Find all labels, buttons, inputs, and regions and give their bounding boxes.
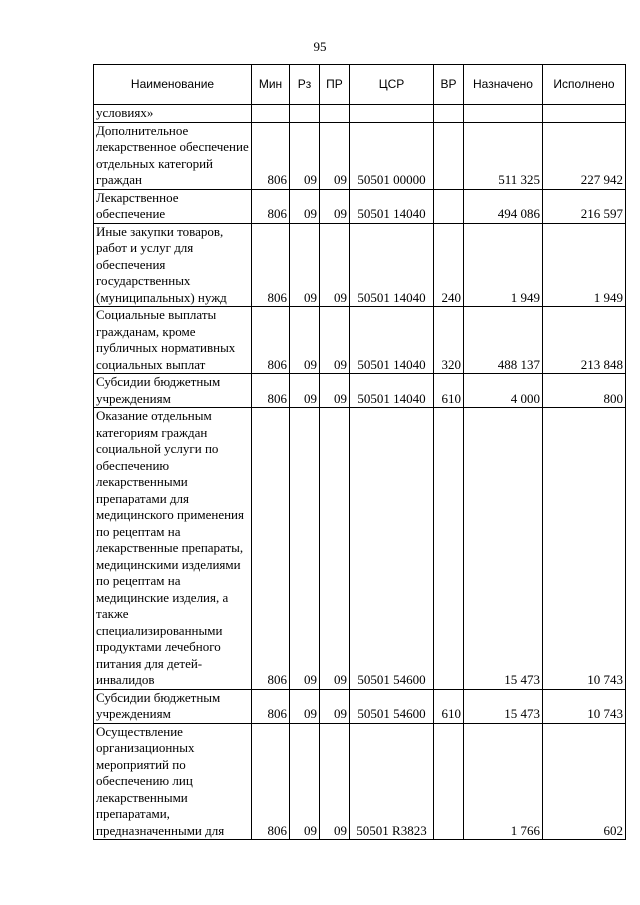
cell-name: Иные закупки товаров, работ и услуг для обеспечения государственных (муниципальных) нужд: [94, 223, 252, 307]
cell-assigned: 488 137: [464, 307, 543, 374]
cell-name: Социальные выплаты гражданам, кроме публичных нормативных социальных выплат: [94, 307, 252, 374]
cell-rz: 09: [290, 723, 320, 840]
cell-pr: 09: [320, 689, 350, 723]
table-row: [94, 307, 626, 374]
cell-csr: 50501 14040: [350, 374, 434, 408]
cell-min: 806: [252, 223, 290, 307]
cell-assigned: 1 949: [464, 223, 543, 307]
continuation-row: [94, 105, 626, 123]
table-row: [94, 374, 626, 408]
cell-csr: 50501 00000: [350, 122, 434, 189]
cell-assigned: 511 325: [464, 122, 543, 189]
cell-executed: 1 949: [543, 223, 626, 307]
cell-executed: 10 743: [543, 689, 626, 723]
cell-name: Лекарственное обеспечение: [94, 189, 252, 223]
cell-pr: 09: [320, 307, 350, 374]
cell-csr: 50501 14040: [350, 223, 434, 307]
cell-assigned: 15 473: [464, 689, 543, 723]
budget-table: [93, 64, 626, 840]
cell-executed: 216 597: [543, 189, 626, 223]
cell-rz: 09: [290, 122, 320, 189]
cell-csr: 50501 14040: [350, 307, 434, 374]
header-executed: Исполнено: [543, 65, 626, 105]
header-row: [94, 65, 626, 105]
table-row: [94, 189, 626, 223]
cell-min: 806: [252, 689, 290, 723]
cell-rz: 09: [290, 189, 320, 223]
cell-pr: 09: [320, 723, 350, 840]
cell-vr: 610: [434, 374, 464, 408]
cell-vr: [434, 723, 464, 840]
cell-pr: 09: [320, 189, 350, 223]
cell-rz: 09: [290, 307, 320, 374]
cell-min: 806: [252, 122, 290, 189]
header-pr: ПР: [320, 65, 350, 105]
cell-csr: 50501 54600: [350, 408, 434, 690]
table-row: [94, 723, 626, 840]
table-row: [94, 223, 626, 307]
cell-vr: 240: [434, 223, 464, 307]
page-number: 95: [313, 39, 327, 54]
cell-name: Дополнительное лекарственное обеспечение отдельных категорий граждан: [94, 122, 252, 189]
cell-min: 806: [252, 307, 290, 374]
cell-min: 806: [252, 374, 290, 408]
cell-min: 806: [252, 723, 290, 840]
header-rz: Рз: [290, 65, 320, 105]
table-row: [94, 408, 626, 690]
table-row: [94, 122, 626, 189]
cell-executed: 10 743: [543, 408, 626, 690]
table-row: [94, 689, 626, 723]
cell-min: 806: [252, 189, 290, 223]
cell-pr: 09: [320, 408, 350, 690]
header-assigned: Назначено: [464, 65, 543, 105]
cell-vr: 320: [434, 307, 464, 374]
cell-assigned: 1 766: [464, 723, 543, 840]
cell-executed: 213 848: [543, 307, 626, 374]
cell-rz: 09: [290, 408, 320, 690]
cell-vr: 610: [434, 689, 464, 723]
cell-pr: 09: [320, 223, 350, 307]
cell-executed: 602: [543, 723, 626, 840]
header-csr: ЦСР: [350, 65, 434, 105]
header-vr: ВР: [434, 65, 464, 105]
cell-assigned: 494 086: [464, 189, 543, 223]
continuation-text: условиях»: [94, 105, 252, 123]
cell-rz: 09: [290, 374, 320, 408]
cell-vr: [434, 408, 464, 690]
cell-rz: 09: [290, 223, 320, 307]
cell-csr: 50501 R3823: [350, 723, 434, 840]
cell-assigned: 4 000: [464, 374, 543, 408]
cell-csr: 50501 14040: [350, 189, 434, 223]
cell-csr: 50501 54600: [350, 689, 434, 723]
cell-name: Оказание отдельным категориям граждан социальной услуги по обеспечению лекарственными препаратами для медицинского применения по рецептам на лекарственные препараты, медицинскими изделиями по рецептам на медицинские изделия, а также специализированными продуктами лечебного питания для детей-инвалидов: [94, 408, 252, 690]
cell-rz: 09: [290, 689, 320, 723]
cell-min: 806: [252, 408, 290, 690]
cell-pr: 09: [320, 374, 350, 408]
cell-assigned: 15 473: [464, 408, 543, 690]
cell-executed: 800: [543, 374, 626, 408]
cell-name: Субсидии бюджетным учреждениям: [94, 689, 252, 723]
cell-vr: [434, 189, 464, 223]
header-name: Наименование: [94, 65, 252, 105]
cell-name: Субсидии бюджетным учреждениям: [94, 374, 252, 408]
cell-pr: 09: [320, 122, 350, 189]
cell-executed: 227 942: [543, 122, 626, 189]
cell-vr: [434, 122, 464, 189]
header-min: Мин: [252, 65, 290, 105]
cell-name: Осуществление организационных мероприятий по обеспечению лиц лекарственными препаратами, предназначенными для: [94, 723, 252, 840]
